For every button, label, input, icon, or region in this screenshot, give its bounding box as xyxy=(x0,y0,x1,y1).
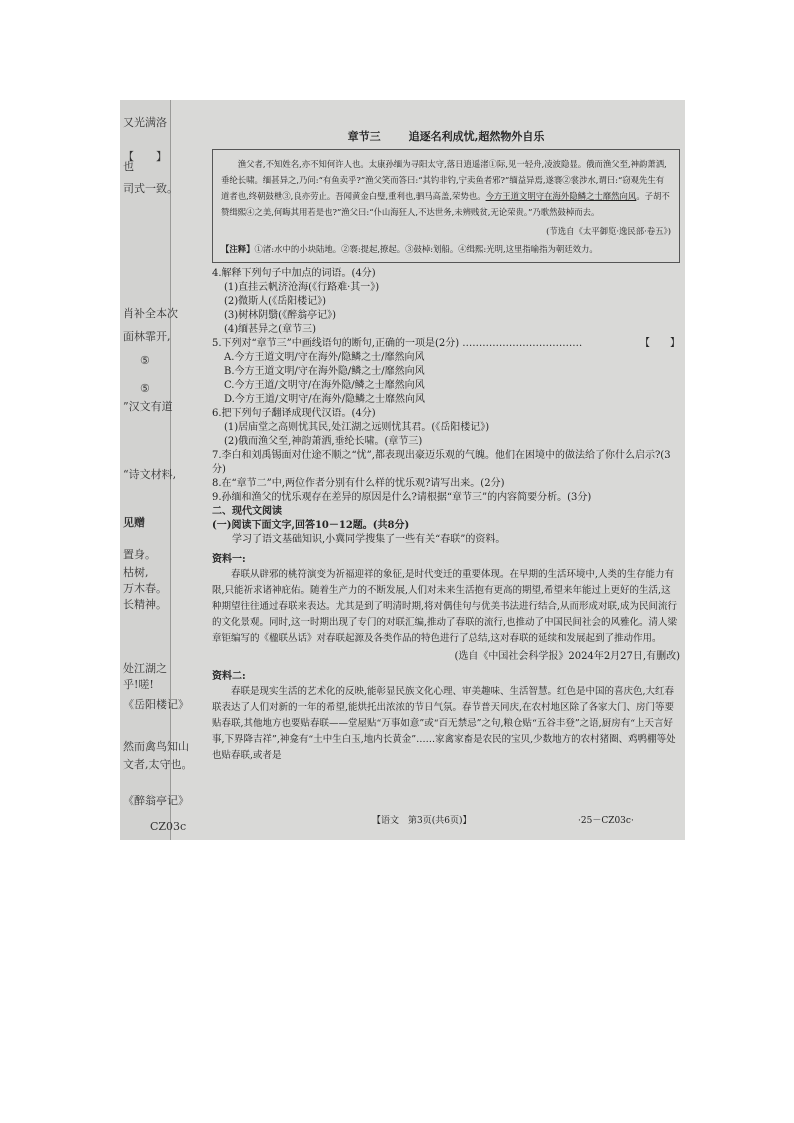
question-list xyxy=(212,267,680,505)
material-1-text: 春联从辟邪的桃符演变为祈福迎祥的象征,是时代变迁的重要体现。在早期的生活环境中,人类的生存能力有限,只能祈求诸神庇佑。随着生产力的不断发展,人们对未来生活抱有更高的期望,希望来年能过上更好的生活,这种期望往往通过春联来表达。尤其是到了明清时期,将对偶佳句与优美书法进行结合,从而形成对联,成为民间流行的文化景观。同时,这一时期出现了专门的对联汇编,推动了春联的流行,也推动了中国民间社会的风雅化。清人梁章钜编写的《楹联丛话》对春联起源及各类作品的特色进行了总结,这对春联的延续和发展起到了推动作用。 xyxy=(212,569,678,644)
margin-fragment: ⑤ xyxy=(140,354,150,367)
margin-fragment: 【 】 xyxy=(123,150,167,163)
material-1-label: 资料一: xyxy=(212,554,246,565)
margin-fragment: 然而禽鸟知山 xyxy=(123,740,189,753)
group-intro: 学习了语文基础知识,小冀同学搜集了一些有关“春联”的资料。 xyxy=(232,534,506,545)
classical-passage-box xyxy=(212,149,680,263)
binding-margin xyxy=(120,100,193,840)
question-5 xyxy=(212,337,680,351)
page-number: 【语文 第3页(共6页)】 xyxy=(372,816,472,826)
section-heading: 二、现代文阅读 xyxy=(212,506,282,517)
chapter-title: 追逐名利成忧,超然物外自乐 xyxy=(408,130,545,143)
margin-fragment: ”汉文有道 xyxy=(123,400,173,413)
option-a: A.今方王道文明/守在海外/隐鳞之士/靡然向风 xyxy=(224,352,425,363)
passage-source: (节选自《太平御览·逸民部·卷五》) xyxy=(546,226,671,236)
margin-fragment: 也 xyxy=(123,160,134,173)
group-heading: (一)阅读下面文字,回答10－12题。(共8分) xyxy=(212,520,410,531)
passage-text xyxy=(221,156,671,220)
dotted-leader: ……………………………… xyxy=(462,338,583,349)
question-6-item: (2)俄而渔父至,神韵萧洒,垂纶长啸。(章节三) xyxy=(224,436,423,447)
passage-text-part: 渔父者,不知姓名,亦不知何许人也。太康孙缅为寻阳太守,落日逍遥渚①际,见一轻舟,凌波隐显。俄而渔父至,神韵萧洒,垂纶长啸。缅甚异之,乃问:“有鱼卖乎?”渔父笑而答曰:“其钓非钓,宁卖鱼者邪?”缅益异焉,遂褰②裳涉水,谓曰:“窃观先生有道者也,终朝鼓枻③,良亦劳止。吾闻黄金白璧,重利也,驷马高盖,荣势也。 xyxy=(221,159,667,201)
note-label: 【注释】 xyxy=(221,244,255,254)
margin-fragment: 肖补全本次 xyxy=(123,307,178,320)
margin-fragment: 《岳阳楼记》 xyxy=(123,698,189,711)
question-4: 4.解释下列句子中加点的词语。(4分) xyxy=(212,268,376,279)
margin-fragment: 乎!嗟! xyxy=(123,678,154,691)
material-2-label: 资料二: xyxy=(212,671,246,682)
exam-paper xyxy=(120,100,685,840)
margin-fragment: 万木春。 xyxy=(123,582,167,595)
margin-fragment: ⑤ xyxy=(140,382,150,395)
material-1-source: (选自《中国社会科学报》2024年2月27日,有删改) xyxy=(454,651,680,662)
margin-fragment: CZ03c xyxy=(150,820,187,833)
answer-bracket: 【 】 xyxy=(640,338,680,349)
note-text: ①渚:水中的小块陆地。②褰:提起,撩起。③鼓棹:划船。④缉熙:光明,这里指喻指为朝廷效力。 xyxy=(254,244,598,254)
margin-fragment: 又光满洛 xyxy=(123,116,167,129)
question-4-item: (4)缅甚异之(章节三) xyxy=(224,324,316,335)
chapter-label: 章节三 xyxy=(347,130,381,143)
question-4-item: (2)微斯人(《岳阳楼记》) xyxy=(224,296,326,307)
margin-fragment: 置身。 xyxy=(123,548,156,561)
question-4-item: (1)直挂云帆济沧海(《行路难·其一》) xyxy=(224,282,380,293)
material-2-text: 春联是现实生活的艺术化的反映,能彰显民族文化心理、审美趣味、生活智慧。红色是中国的喜庆色,大红春联表达了人们对新的一年的希望,能烘托出浓浓的节日气氛。春节普天同庆,在农村地区除了各家大门、房门等要贴春联,其他地方也要贴春联——堂屋贴“万事如意”或“百无禁忌”之句,粮仓贴“五谷丰登”之语,厨房有“上天言好事,下界降吉祥”,神龛有“土中生白玉,地内长黄金”……家禽家畜是农民的宝贝,少数地方的农村猪圈、鸡鸭棚等处也贴春联,或者是 xyxy=(212,686,676,761)
option-c: C.今方王道/文明守/在海外隐/鳞之士靡然向风 xyxy=(224,380,425,391)
question-6: 6.把下列句子翻译成现代汉语。(4分) xyxy=(212,408,376,419)
underlined-sentence: 今方王道文明守在海外隐鳞之士靡然向风 xyxy=(485,191,637,201)
option-b: B.今方王道文明/守在海外隐/鳞之士/靡然向风 xyxy=(224,366,425,377)
margin-fragment: 文者,太守也。 xyxy=(123,758,193,771)
question-8: 8.在“章节二”中,两位作者分别有什么样的忧乐观?请写出来。(2分) xyxy=(212,478,505,489)
question-7: 7.李白和刘禹锡面对仕途不顺之“忧”,都表现出豪迈乐观的气魄。他们在困境中的做法给了你什么启示?(3分) xyxy=(212,450,671,475)
question-9: 9.孙缅和渔父的忧乐观存在差异的原因是什么?请根据“章节三”的内容简要分析。(3分) xyxy=(212,492,592,503)
margin-fragment: 枯树, xyxy=(123,566,149,579)
paper-code: ·25－CZ03c· xyxy=(578,816,634,826)
margin-fragment: 面林霏开, xyxy=(123,330,171,343)
question-4-item: (3)树林阴翳(《醉翁亭记》) xyxy=(224,310,336,321)
question-6-item: (1)居庙堂之高则忧其民,处江湖之远则忧其君。(《岳阳楼记》) xyxy=(224,422,490,433)
margin-fragment: 《醉翁亭记》 xyxy=(123,794,189,807)
margin-fragment: “诗文材料, xyxy=(123,468,177,481)
passage-notes xyxy=(221,241,671,257)
margin-fragment: 司式一致。 xyxy=(123,182,178,195)
passage-text-part: 。子胡不赞缉熙④之美,何晦其用若是也?”渔父曰:“仆山海狂人,不达世务,未辨贱贫,无论荣贵。”乃歌然鼓棹而去。 xyxy=(221,191,670,217)
margin-fragment: 处江湖之 xyxy=(123,662,167,675)
question-5-text: 5.下列对“章节三”中画线语句的断句,正确的一项是(2分) xyxy=(212,338,460,349)
margin-fragment: 见赠 xyxy=(123,516,145,529)
chapter-heading xyxy=(212,130,680,144)
margin-fragment: 长精神。 xyxy=(123,598,167,611)
page-content xyxy=(212,130,680,764)
option-d: D.今方王道/文明守/在海外/隐鳞之士靡然向风 xyxy=(224,394,425,405)
